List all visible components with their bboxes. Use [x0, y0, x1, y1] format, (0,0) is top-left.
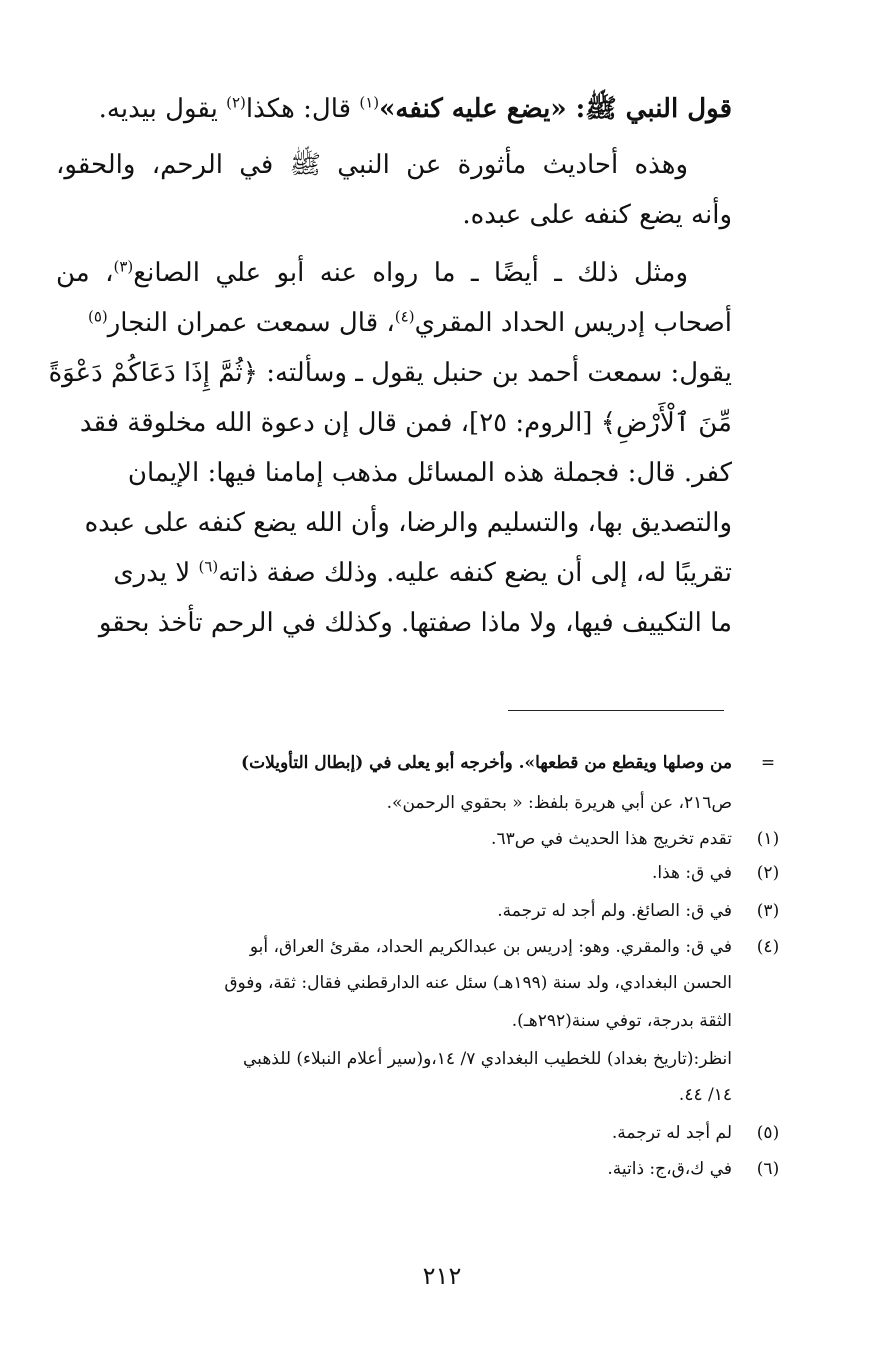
footnote-4-line-2: الحسن البغدادي، ولد سنة (١٩٩هـ) سئل عنه الدارقطني فقال: ثقة، وفوق [224, 973, 732, 993]
main-line-3 [56, 190, 732, 240]
footnote-continuation-line-1: من وصلها ويقطع من قطعها». وأخرجه أبو يعلى في (إبطال التأويلات) [241, 753, 732, 773]
main-line-2-text: وهذه أحاديث مأثورة عن النبي ﷺ في الرحم، والحقو، [56, 150, 688, 180]
footnote-marker-continuation: = [760, 753, 776, 773]
footnote-divider [508, 710, 724, 711]
footnote-1-line-1: تقدم تخريج هذا الحديث في ص٦٣. [491, 829, 732, 849]
footnote-marker-1: (١) [756, 829, 780, 849]
main-line-8 [56, 448, 732, 498]
footnote-4-line-4: انظر:(تاريخ بغداد) للخطيب البغدادي ٧/ ١٤،و(سير أعلام النبلاء) للذهبي [243, 1049, 732, 1069]
main-line-2 [56, 140, 732, 190]
main-line-7-text: مِّنَ ٱلْأَرْضِ﴾ [الروم: ٢٥]، فمن قال إن دعوة الله مخلوقة فقد [79, 408, 732, 438]
main-line-5-text: أصحاب إدريس الحداد المقري [414, 308, 732, 338]
main-line-1 [56, 84, 732, 134]
main-line-7 [56, 398, 732, 448]
footnote-ref-2: (٢) [226, 93, 246, 112]
main-line-4 [56, 248, 732, 298]
footnote-2-line-1: في ق: هذا. [651, 863, 732, 883]
page-number: ٢١٢ [422, 1262, 462, 1290]
main-line-3-text: وأنه يضع كنفه على عبده. [462, 200, 732, 230]
main-line-9-text: والتصديق بها، والتسليم والرضا، وأن الله يضع كنفه على عبده [84, 508, 732, 538]
footnote-ref-6: (٦) [198, 557, 219, 576]
footnote-continuation-line-2: ص٢١٦، عن أبي هريرة بلفظ: « بحقوي الرحمن». [386, 793, 732, 813]
footnote-marker-4: (٤) [756, 937, 780, 957]
footnote-5-line-1: لم أجد له ترجمة. [611, 1123, 732, 1143]
footnote-ref-4: (٤) [394, 307, 415, 326]
main-text [48, 84, 732, 644]
footnote-6-line-1: في ك،ق،ج: ذاتية. [607, 1159, 732, 1179]
main-line-4-text: ومثل ذلك ـ أيضًا ـ ما رواه عنه أبو علي الصانع [133, 258, 689, 288]
footnote-marker-3: (٣) [756, 901, 780, 921]
main-line-1-part-a: قول النبي ﷺ: «يضع عليه كنفه» [379, 94, 732, 124]
footnote-marker-5: (٥) [756, 1123, 780, 1143]
footnote-3-line-1: في ق: الصائغ. ولم أجد له ترجمة. [497, 901, 732, 921]
footnote-ref-1: (١) [359, 93, 380, 112]
main-line-11-text: ما التكييف فيها، ولا ماذا صفتها. وكذلك في الرحم تأخذ بحقو [98, 608, 732, 638]
footnote-ref-5: (٥) [87, 307, 108, 326]
main-line-8-text: كفر. قال: فجملة هذه المسائل مذهب إمامنا فيها: الإيمان [127, 458, 732, 488]
main-line-4-text-b: ، من [56, 258, 114, 288]
footnote-ref-3: (٣) [113, 257, 134, 276]
main-line-10 [56, 548, 732, 598]
footnote-marker-2: (٢) [756, 863, 780, 883]
main-line-5 [56, 298, 732, 348]
main-line-11 [56, 598, 732, 648]
main-line-1-part-b: قال: هكذا [245, 94, 360, 124]
main-line-10-text: تقريبًا له، إلى أن يضع كنفه عليه. وذلك صفة ذاته [218, 558, 732, 588]
main-line-10-text-b: لا يدرى [113, 558, 199, 588]
main-line-1-part-c: يقول بيديه. [98, 94, 227, 124]
footnote-4-line-1: في ق: والمقري. وهو: إدريس بن عبدالكريم الحداد، مقرئ العراق، أبو [249, 937, 732, 957]
footnote-4-line-3: الثقة بدرجة، توفي سنة(٢٩٢هـ). [511, 1011, 732, 1031]
main-line-5-text-b: ، قال سمعت عمران النجار [107, 308, 395, 338]
main-line-6-text: يقول: سمعت أحمد بن حنبل يقول ـ وسألته: ﴿ثُمَّ إِذَا دَعَاكُمْ دَعْوَةً [48, 358, 732, 388]
main-line-6 [48, 348, 732, 398]
footnote-4-line-5: ١٤/ ٤٤. [678, 1085, 732, 1105]
main-line-9 [56, 498, 732, 548]
footnote-marker-6: (٦) [756, 1159, 780, 1179]
